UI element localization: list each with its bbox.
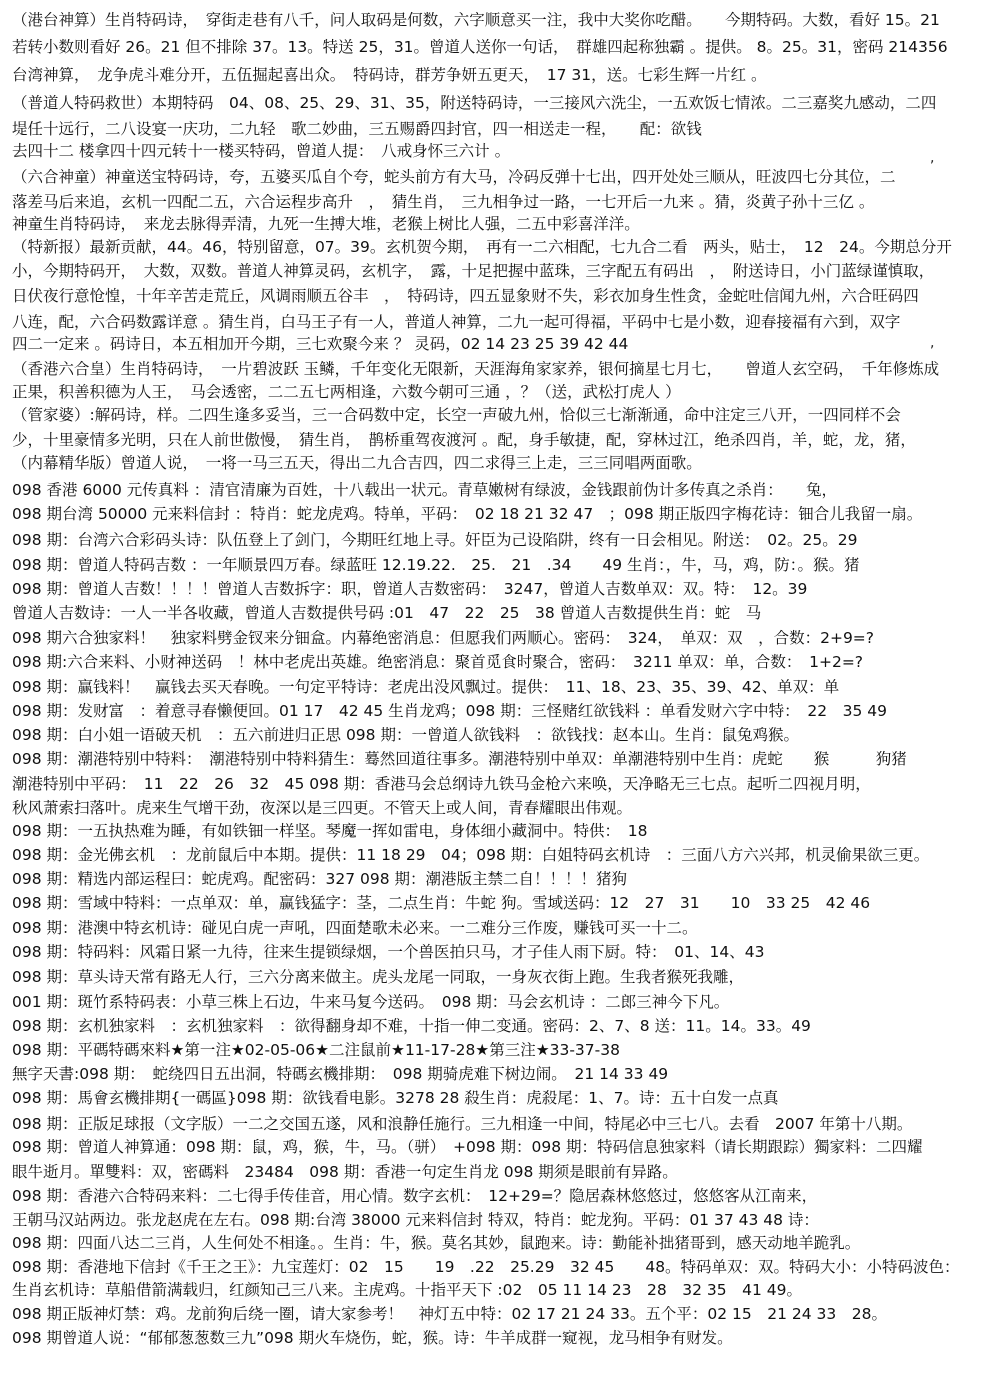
text-line: 098 期：精选内部运程曰：蛇虎鸡。配密码：327 098 期：潮港版主禁二自！！！！猪狗 [12,870,628,888]
text-line: 098 期：台湾六合彩码头诗：队伍登上了剑门，今期旺红地上寻。奸臣为己设陷阱，终有一日会相见。附送： 02。25。29 [12,531,858,549]
text-line: 098 期：香港六合特码来料：二七得手传佳音，用心情。数字玄机： 12+29=？隐居森林悠悠过，悠悠客从江南来， [12,1187,818,1205]
text-line: 098 期：曾道人神算通：098 期：鼠，鸡，猴，牛，马。（骈） +098 期：098 期：特码信息独家料（请长期跟踪）獨家料：二四耀 [12,1138,923,1156]
text-line: 若转小数则看好 26。21 但不排除 37。13。特送 25，31。曾道人送你一句话， 群雄四起称独霸 。提供。 8。25。31，密码 214356 [12,38,948,56]
text-line: （特新报）最新贡献，44。46，特别留意，07。39。玄机贺今期， 再有一二六相配，七九合二看 两头，贴士， 12 24。今期总分开 [12,238,952,256]
text-line: （管家婆）:解码诗，样。二四生逢多妥当，三一合码数中定，长空一声破九州，恰似三七渐渐通，命中注定三八开，一四同样不会 [12,406,901,424]
text-line: 小，今期特码开， 大数，双数。普道人神算灵码，玄机字， 露，十足把握中蓝珠，三字配五有码出 ， 附送诗日，小门蓝绿谨慎取， [12,262,935,280]
margin-mark: , [930,150,935,166]
text-line: 098 期：正版足球报（文字版）一二之交国五遂，风和浪静任施行。三九相逢一中间，特尾必中三七八。去看 2007 年第十八期。 [12,1115,913,1133]
text-line: 王朝马汉站两边。张龙赵虎在左右。098 期:台湾 38000 元来料信封 特双，特肖：蛇龙狗。平码：01 37 43 48 诗： [12,1211,819,1229]
text-line: 098 香港 6000 元传真料 ：清官清廉为百姓，十八载出一状元。青草嫩树有绿波，金钱跟前伪计多传真之杀肖： 兔， [12,481,837,499]
text-line: 098 期：白小姐一语破天机 ：五六前进归正思 098 期：一曾道人欲钱料 ：欲钱找：赵本山。生肖：鼠兔鸡猴。 [12,726,799,744]
text-line: 098 期：香港地下信封《千王之王》：九宝莲灯：02 15 19 .22 25.29 32 45 48。特码单双：双。特码大小：小特码波色： [12,1258,960,1276]
text-line: 098 期：发财富 ：着意寻春懒便回。01 17 42 45 生肖龙鸡；098 期：三怪赌红欲钱料 ：单看发财六字中特： 22 35 49 [12,702,887,720]
text-line: （香港六合皇）生肖特码诗， 一片碧波跃 玉鳞，千年变化无限新，天涯海角家家养，银何摘星七月七， 曾道人玄空码， 千年修炼成 [12,360,940,378]
text-line: 眼牛逝月。單雙料：双，密碼料 23484 098 期：香港一句定生肖龙 098 期须是眼前有异路。 [12,1163,678,1181]
text-line: 098 期：一五执热难为睡，有如铁钿一样坚。琴魔一挥如雷电，身体细小藏洞中。特供： 18 [12,822,648,840]
text-line: （港台神算）生肖特码诗， 穿街走巷有八千，问人取码是何数，六字顺意买一注，我中大奖你吃醋。 今期特码。大数，看好 15。21 [12,11,940,29]
text-line: 正果，积善积德为人王， 马会透密，二二五七两相逢，六数今朝可三通 ，？（送，武松打虎人 ） [12,383,681,401]
text-line: 001 期：斑竹系特码表：小草三株上石边，牛来马复今送码。 098 期：马会玄机诗 ：二郎三神今下凡。 [12,993,730,1011]
text-line: 098 期台湾 50000 元来料信封 ：特肖：蛇龙虎鸡。特单，平码： 02 18 21 32 47 ；098 期正版四字梅花诗：钿合儿我留一扇。 [12,505,923,523]
text-line: 098 期：曾道人特码吉数 ：一年顺景四万春。绿蓝旺 12.19.22. 25. 21 .34 49 生肖：，牛，马，鸡，防：。猴。猪 [12,556,860,574]
text-line: 潮港特别中平码： 11 22 26 32 45 098 期：香港马会总纲诗九铁马金枪六来唤，天净略无三七点。起听二四视月明， [12,775,871,793]
text-line: 八连，配，六合码数露详意 。猜生肖，白马王子有一人，普道人神算，二九一起可得福，平码中七是小数，迎春接福有六到，双字 [12,313,901,331]
text-line: （普道人特码救世）本期特码 04、08、25、29、31、35，附送特码诗，一三接风六洗尘，一五欢饭七情浓。二三嘉奖九感动，二四 [12,94,937,112]
text-line: 堤任十远行，二八设宴一庆功，二九轻 歌二妙曲，三五赐爵四封官，四一相送走一程， 配：欲钱 [12,120,702,138]
text-line: 098 期：四面八达二三肖，人生何处不相逢。。生肖：牛，猴。莫名其妙，鼠跑来。诗：勤能补拙猪哥到，感天动地羊跪乳。 [12,1234,861,1252]
text-line: 神童生肖特码诗， 来龙去脉得弄清，九死一生搏大堆，老猴上树比人强，二五中彩喜洋洋。 [12,215,640,233]
text-line: 落差马后来追，玄机一四配二五，六合运程步高升 ， 猜生肖， 三九相争过一路，一七开后一九来 。猜，炎黄子孙十三亿 。 [12,193,875,211]
text-line: （六合神童）神童送宝特码诗，夸，五婆买瓜自个夸，蛇头前方有大马，冷码反弹十七出，四开处处三顺从，旺波四七分其位，二 [12,168,896,186]
text-line: 無字天書:098 期： 蛇绕四日五出洞，特碼玄機排期： 098 期骑虎难下树边闹。 21 14 33 49 [12,1065,669,1083]
text-line: （内幕精华版）曾道人说， 一将一马三五天，得出二九合吉四，四二求得三上走，三三同唱两面歌。 [12,454,702,472]
text-line: 098 期：馬會玄機排期{一碼區}098 期：欲钱看电影。3278 28 殺生肖：虎殺尾：1、7。诗：五十白发一点真 [12,1089,779,1107]
text-line: 曾道人吉数诗：一人一半各收藏，曾道人吉数提供号码 :01 47 22 25 38 曾道人吉数提供生肖：蛇 马 [12,604,762,622]
text-line: 少，十里豪情多光明，只在人前世傲慢， 猜生肖， 鹊桥重驾夜渡河 。配，身手敏捷，配，穿林过江，绝杀四肖，羊，蛇，龙，猪， [12,431,916,449]
text-line: 098 期：平碼特碼來料★第一注★02-05-06★二注鼠前★11-17-28★第三注★33-37-38 [12,1041,620,1059]
text-line: 098 期六合独家料！ 独家料劈金钗来分钿盒。内幕绝密消息：但愿我们两顺心。密码： 324， 单双：双 ，合数：2+9=? [12,629,875,647]
text-line: 098 期正版神灯禁：鸡。龙前狗后绕一圈，请大家参考！ 神灯五中特：02 17 21 24 33。五个平：02 15 21 24 33 28。 [12,1305,887,1323]
text-line: 098 期：草头诗天常有路无人行，三六分离来做主。虎头龙尾一同取，一身灰衣街上跑。生我者猴死我雕， [12,968,745,986]
text-line: 生肖玄机诗：草船借箭满载归，红颜知己三八来。主虎鸡。十指平天下 :02 05 11 14 23 28 32 35 41 49。 [12,1281,803,1299]
text-line: 098 期：港澳中特玄机诗：碰见白虎一声吼，四面楚歌未必来。一二难分三作废，赚钱可买一十二。 [12,919,698,937]
text-line: 日伏夜行意怆惶，十年辛苦走荒丘，风调雨顺五谷丰 ， 特码诗，四五显象财不失，彩衣加身生性贪，金蛇吐信闻九州，六合旺码四 [12,287,919,305]
text-line: 098 期:六合来料、小财神送码 ！林中老虎出英雄。绝密消息：聚首觅食时聚合，密码： 3211 单双：单，合数： 1+2=? [12,653,864,671]
text-line: 四二一定来 。码诗日，本五相加开今期，三七欢聚今来 ？ 灵码，02 14 23 25 39 42 44 [12,335,629,353]
text-line: 098 期：潮港特别中特料： 潮港特别中特料猜生：蓦然回道往事多。潮港特别中单双：单潮港特别中生肖：虎蛇 猴 狗猪 [12,750,907,768]
margin-mark: , [930,335,935,351]
text-line: 098 期曾道人说：“郁郁葱葱数三九”098 期火车烧伤，蛇，猴。诗：牛羊成群一窥视，龙马相争有财发。 [12,1329,733,1347]
text-line: 098 期：赢钱料！ 赢钱去买天春晚。一句定平特诗：老虎出没风飘过。提供： 11、18、23、35、39、42、单双：单 [12,678,840,696]
text-line: 秋风萧索扫落叶。虎来生气增干劲，夜深以是三四更。不管天上或人间，青春耀眼出伟观。 [12,799,633,817]
text-line: 098 期：金光佛玄机 ：龙前鼠后中本期。提供：11 18 29 04；098 期：白姐特码玄机诗 ：三面八方六兴邦，机灵偷果欲三更。 [12,846,930,864]
text-line: 098 期：雪域中特料：一点单双：单，赢钱猛字：茎，二点生肖：牛蛇 狗。雪域送码：12 27 31 10 33 25 42 46 [12,894,871,912]
text-line: 098 期：玄机独家料 ：玄机独家料 ：欲得翻身却不难，十指一伸二变通。密码：2、7、8 送：11。14。33。49 [12,1017,811,1035]
text-line: 098 期：特码料：风霜日紧一九待，往来生提锁绿烟，一个兽医拍只马，才子佳人雨下厨。特： 01、14、43 [12,943,765,961]
text-line: 台湾神算， 龙争虎斗难分开，五伍掘起喜出众。 特码诗，群芳争妍五更天， 17 31，送。七彩生辉一片红 。 [12,66,767,84]
text-line: 去四十二 楼拿四十四元转十一楼买特码，曾道人提： 八戒身怀三六计 。 [12,142,511,160]
text-line: 098 期：曾道人吉数！！！！曾道人吉数拆字：职，曾道人吉数密码： 3247，曾道人吉数单双：双。特： 12。39 [12,580,808,598]
